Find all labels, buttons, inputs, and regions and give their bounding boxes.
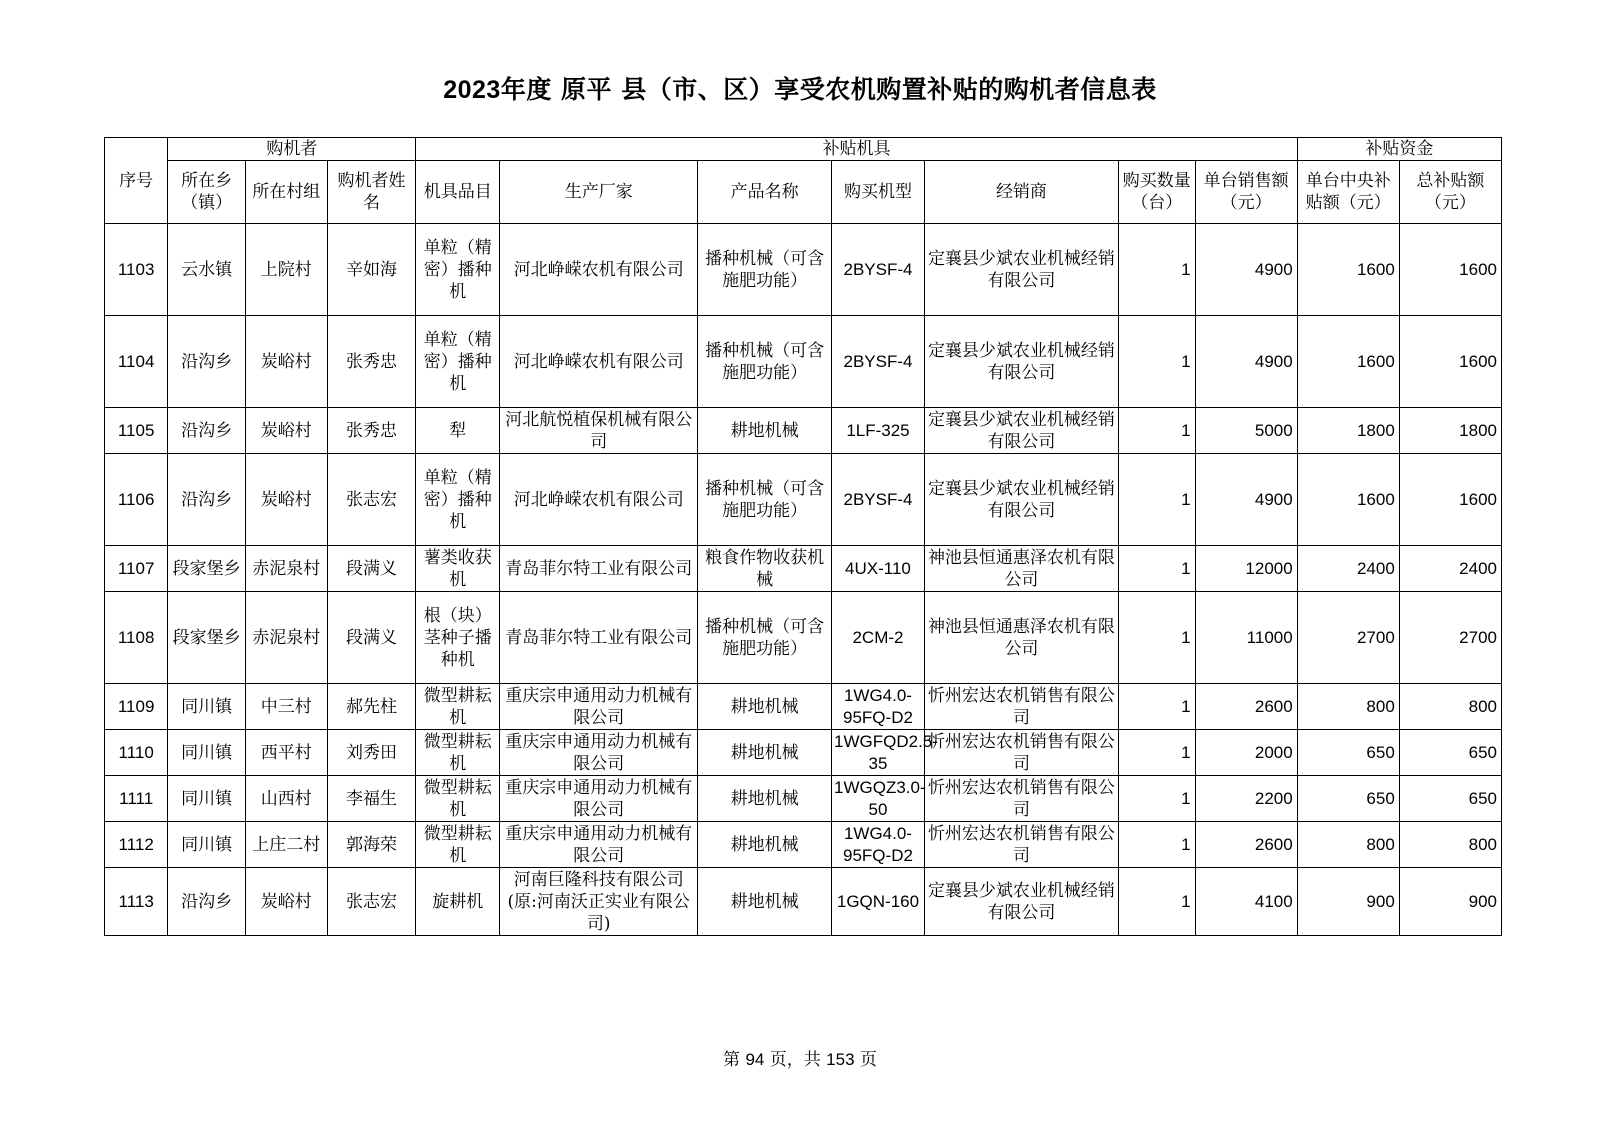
cell-qty: 1 [1118,408,1195,454]
cell-product: 耕地机械 [698,408,832,454]
cell-total: 1600 [1399,224,1501,316]
cell-model: 2BYSF-4 [832,454,925,546]
cell-village: 赤泥泉村 [245,546,327,592]
cell-price: 12000 [1195,546,1297,592]
cell-model: 2CM-2 [832,592,925,684]
table-row [105,592,1502,684]
cell-seq: 1110 [105,730,168,776]
header-price: 单台销售额（元） [1195,161,1297,224]
cell-qty: 1 [1118,822,1195,868]
cell-total: 2700 [1399,592,1501,684]
cell-category: 单粒（精密）播种机 [416,316,500,408]
cell-town: 同川镇 [168,730,246,776]
cell-village: 炭峪村 [245,408,327,454]
cell-qty: 1 [1118,730,1195,776]
cell-buyer-name: 段满义 [327,546,416,592]
table-row [105,868,1502,936]
cell-category: 微型耕耘机 [416,822,500,868]
cell-price: 5000 [1195,408,1297,454]
header-town: 所在乡（镇） [168,161,246,224]
cell-model: 1WGFQD2.5-35 [832,730,925,776]
cell-total: 1600 [1399,316,1501,408]
cell-price: 11000 [1195,592,1297,684]
cell-qty: 1 [1118,454,1195,546]
header-buyer-name: 购机者姓名 [327,161,416,224]
cell-product: 耕地机械 [698,730,832,776]
cell-dealer: 忻州宏达农机销售有限公司 [924,684,1118,730]
cell-price: 2000 [1195,730,1297,776]
cell-category: 薯类收获机 [416,546,500,592]
cell-category: 根（块）茎种子播种机 [416,592,500,684]
cell-town: 段家堡乡 [168,592,246,684]
cell-seq: 1107 [105,546,168,592]
table-row [105,730,1502,776]
cell-seq: 1103 [105,224,168,316]
cell-maker: 重庆宗申通用动力机械有限公司 [500,776,698,822]
cell-central: 800 [1297,822,1399,868]
cell-central: 1600 [1297,224,1399,316]
cell-buyer-name: 段满义 [327,592,416,684]
header-seq: 序号 [105,138,168,224]
cell-product: 播种机械（可含施肥功能） [698,454,832,546]
cell-maker: 重庆宗申通用动力机械有限公司 [500,822,698,868]
footer-total-pages: 153 [826,1050,855,1069]
cell-town: 沿沟乡 [168,868,246,936]
group-header-funds: 补贴资金 [1297,138,1501,161]
cell-seq: 1106 [105,454,168,546]
table-row [105,408,1502,454]
cell-product: 耕地机械 [698,868,832,936]
cell-qty: 1 [1118,224,1195,316]
cell-maker: 河北航悦植保机械有限公司 [500,408,698,454]
cell-model: 4UX-110 [832,546,925,592]
cell-seq: 1113 [105,868,168,936]
cell-price: 4900 [1195,224,1297,316]
cell-maker: 河南巨隆科技有限公司(原:河南沃正实业有限公司) [500,868,698,936]
subsidy-table [104,137,1502,936]
cell-model: 1WG4.0-95FQ-D2 [832,684,925,730]
page-title [0,70,1600,106]
footer-prefix: 第 [723,1050,741,1070]
cell-seq: 1105 [105,408,168,454]
cell-central: 1600 [1297,316,1399,408]
cell-village: 炭峪村 [245,868,327,936]
group-header-buyer: 购机者 [168,138,416,161]
cell-central: 1600 [1297,454,1399,546]
cell-seq: 1112 [105,822,168,868]
cell-product: 耕地机械 [698,684,832,730]
cell-model: 2BYSF-4 [832,316,925,408]
cell-product: 播种机械（可含施肥功能） [698,316,832,408]
cell-qty: 1 [1118,592,1195,684]
cell-town: 段家堡乡 [168,546,246,592]
cell-dealer: 定襄县少斌农业机械经销有限公司 [924,454,1118,546]
cell-dealer: 忻州宏达农机销售有限公司 [924,822,1118,868]
cell-dealer: 忻州宏达农机销售有限公司 [924,730,1118,776]
cell-village: 上院村 [245,224,327,316]
table-row [105,454,1502,546]
cell-central: 800 [1297,684,1399,730]
group-header-machine: 补贴机具 [416,138,1297,161]
cell-seq: 1104 [105,316,168,408]
cell-product: 播种机械（可含施肥功能） [698,224,832,316]
cell-dealer: 定襄县少斌农业机械经销有限公司 [924,224,1118,316]
cell-total: 2400 [1399,546,1501,592]
cell-category: 单粒（精密）播种机 [416,454,500,546]
cell-category: 犁 [416,408,500,454]
header-model: 购买机型 [832,161,925,224]
cell-price: 2600 [1195,684,1297,730]
cell-model: 1WGQZ3.0-50 [832,776,925,822]
cell-model: 2BYSF-4 [832,224,925,316]
cell-category: 微型耕耘机 [416,684,500,730]
cell-maker: 重庆宗申通用动力机械有限公司 [500,684,698,730]
cell-central: 650 [1297,776,1399,822]
footer-suffix: 页 [859,1050,877,1070]
header-maker: 生产厂家 [500,161,698,224]
cell-town: 云水镇 [168,224,246,316]
cell-village: 上庄二村 [245,822,327,868]
cell-buyer-name: 张志宏 [327,868,416,936]
header-total: 总补贴额（元） [1399,161,1501,224]
cell-buyer-name: 张秀忠 [327,316,416,408]
header-dealer: 经销商 [924,161,1118,224]
footer-page-number: 94 [745,1050,765,1069]
cell-product: 耕地机械 [698,776,832,822]
cell-central: 900 [1297,868,1399,936]
cell-maker: 河北峥嵘农机有限公司 [500,454,698,546]
table-row [105,776,1502,822]
table-row [105,546,1502,592]
cell-qty: 1 [1118,776,1195,822]
cell-village: 山西村 [245,776,327,822]
cell-total: 650 [1399,730,1501,776]
cell-price: 4900 [1195,316,1297,408]
cell-town: 沿沟乡 [168,316,246,408]
cell-maker: 河北峥嵘农机有限公司 [500,316,698,408]
cell-dealer: 忻州宏达农机销售有限公司 [924,776,1118,822]
header-central: 单台中央补贴额（元） [1297,161,1399,224]
table-row [105,224,1502,316]
cell-maker: 河北峥嵘农机有限公司 [500,224,698,316]
cell-price: 2600 [1195,822,1297,868]
cell-maker: 青岛菲尔特工业有限公司 [500,592,698,684]
cell-town: 沿沟乡 [168,454,246,546]
cell-price: 4900 [1195,454,1297,546]
cell-town: 同川镇 [168,776,246,822]
cell-maker: 重庆宗申通用动力机械有限公司 [500,730,698,776]
cell-total: 900 [1399,868,1501,936]
cell-qty: 1 [1118,868,1195,936]
cell-buyer-name: 李福生 [327,776,416,822]
cell-central: 2700 [1297,592,1399,684]
cell-total: 650 [1399,776,1501,822]
cell-qty: 1 [1118,316,1195,408]
cell-category: 微型耕耘机 [416,730,500,776]
cell-price: 2200 [1195,776,1297,822]
cell-buyer-name: 辛如海 [327,224,416,316]
cell-buyer-name: 刘秀田 [327,730,416,776]
table-row [105,684,1502,730]
cell-village: 炭峪村 [245,316,327,408]
cell-village: 赤泥泉村 [245,592,327,684]
cell-product: 播种机械（可含施肥功能） [698,592,832,684]
cell-dealer: 定襄县少斌农业机械经销有限公司 [924,868,1118,936]
header-category: 机具品目 [416,161,500,224]
cell-dealer: 神池县恒通惠泽农机有限公司 [924,592,1118,684]
table-body [105,224,1502,936]
cell-village: 西平村 [245,730,327,776]
cell-dealer: 神池县恒通惠泽农机有限公司 [924,546,1118,592]
cell-central: 2400 [1297,546,1399,592]
cell-total: 800 [1399,822,1501,868]
cell-model: 1LF-325 [832,408,925,454]
cell-buyer-name: 张志宏 [327,454,416,546]
title-year: 2023 [443,76,501,104]
header-product: 产品名称 [698,161,832,224]
cell-dealer: 定襄县少斌农业机械经销有限公司 [924,408,1118,454]
cell-qty: 1 [1118,684,1195,730]
cell-village: 中三村 [245,684,327,730]
header-village: 所在村组 [245,161,327,224]
cell-category: 旋耕机 [416,868,500,936]
cell-central: 650 [1297,730,1399,776]
table-row [105,822,1502,868]
cell-maker: 青岛菲尔特工业有限公司 [500,546,698,592]
cell-qty: 1 [1118,546,1195,592]
cell-central: 1800 [1297,408,1399,454]
cell-product: 粮食作物收获机械 [698,546,832,592]
header-qty: 购买数量（台） [1118,161,1195,224]
cell-town: 同川镇 [168,822,246,868]
cell-seq: 1108 [105,592,168,684]
table-row [105,316,1502,408]
cell-model: 1GQN-160 [832,868,925,936]
cell-total: 1600 [1399,454,1501,546]
page-footer [0,1045,1600,1070]
cell-seq: 1109 [105,684,168,730]
cell-product: 耕地机械 [698,822,832,868]
cell-total: 1800 [1399,408,1501,454]
cell-model: 1WG4.0-95FQ-D2 [832,822,925,868]
cell-village: 炭峪村 [245,454,327,546]
cell-town: 沿沟乡 [168,408,246,454]
footer-middle: 页，共 [769,1050,821,1070]
cell-town: 同川镇 [168,684,246,730]
cell-category: 微型耕耘机 [416,776,500,822]
cell-dealer: 定襄县少斌农业机械经销有限公司 [924,316,1118,408]
cell-seq: 1111 [105,776,168,822]
cell-buyer-name: 郭海荣 [327,822,416,868]
cell-price: 4100 [1195,868,1297,936]
cell-buyer-name: 郝先柱 [327,684,416,730]
cell-category: 单粒（精密）播种机 [416,224,500,316]
cell-total: 800 [1399,684,1501,730]
title-text: 年度 原平 县（市、区）享受农机购置补贴的购机者信息表 [500,75,1157,104]
cell-buyer-name: 张秀忠 [327,408,416,454]
